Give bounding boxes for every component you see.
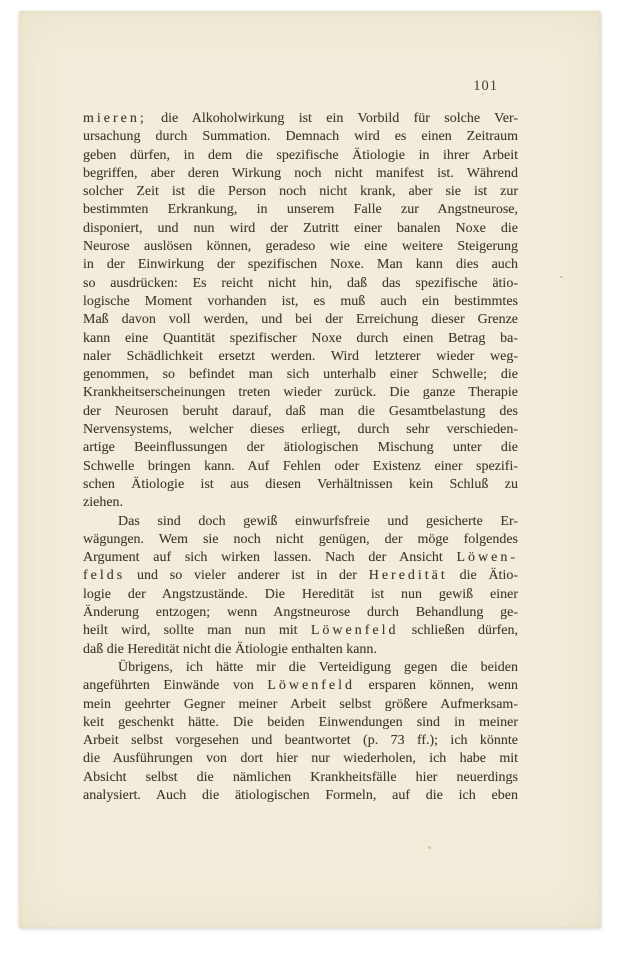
text-line: Absicht selbst die nämlichen Krankheitsfälle hier neuerdings xyxy=(83,769,518,785)
text-line: Das sind doch gewiß einwurfsfreie und gesicherte Er- xyxy=(118,513,518,529)
text-line: mieren; die Alkoholwirkung ist ein Vorbild für solche Ver- xyxy=(83,111,518,126)
letterspaced-text: felds xyxy=(83,568,126,584)
text-line: solcher Zeit ist die Person noch nicht krank, aber sie ist zur xyxy=(83,184,518,200)
letterspaced-text: Löwenfeld xyxy=(267,678,356,694)
text-line: logie der Angstzustände. Die Heredität ist nun gewiß einer xyxy=(83,586,518,602)
paper-speck xyxy=(482,93,484,95)
text-line: ursachung durch Summation. Demnach wird es einen Zeitraum xyxy=(83,129,518,145)
text-line: Krankheitserscheinungen treten wieder zurück. Die ganze Therapie xyxy=(83,385,518,401)
text-line: genommen, so befindet man sich unterhalb einer Schwelle; die xyxy=(83,367,518,383)
letterspaced-text: Heredität xyxy=(368,568,448,584)
paper-speck xyxy=(428,846,431,849)
page-text xyxy=(83,110,518,805)
text-line: Arbeit selbst vorgesehen und beantwortet (p. 73 ff.); ich könnte xyxy=(83,733,518,749)
text-line: bestimmten Erkrankung, in unserem Falle zur Angstneurose, xyxy=(83,202,518,218)
letterspaced-text: Löwenfeld xyxy=(310,623,399,639)
text-line: Übrigens, ich hätte mir die Verteidigung gegen die beiden xyxy=(118,659,518,675)
text-line: felds und so vieler anderer ist in der Heredität die Ätio- xyxy=(83,568,518,584)
text-line: kann eine Quantität spezifischer Noxe durch einen Betrag ba- xyxy=(83,330,518,346)
text-line: artige Beeinflussungen der ätiologischen Mischung unter die xyxy=(83,440,518,456)
text-line: Schwelle bringen kann. Auf Fehlen oder Existenz einer spezifi- xyxy=(83,458,518,474)
text-line: keit geschenkt hätte. Die beiden Einwendungen sind in meiner xyxy=(83,714,518,730)
text-line: schen Ätiologie ist aus diesen Verhältnissen kein Schluß zu xyxy=(83,476,518,492)
text-line: Neurose auslösen können, geradeso wie eine weitere Steigerung xyxy=(83,239,518,255)
text-line: heilt wird, sollte man nun mit Löwenfeld schließen dürfen, xyxy=(83,623,518,639)
paper-speck xyxy=(560,276,563,278)
text-line: daß die Heredität nicht die Ätiologie enthalten kann. xyxy=(83,641,377,657)
text-line: so ausdrücken: Es reicht nicht hin, daß das spezifische ätio- xyxy=(83,275,518,291)
text-line: naler Schädlichkeit ersetzt werden. Wird letzterer wieder weg- xyxy=(83,348,518,364)
text-line: geben dürfen, in dem die spezifische Ätiologie in ihrer Arbeit xyxy=(83,147,518,163)
text-line: ziehen. xyxy=(83,495,124,511)
letterspaced-text: mieren; xyxy=(83,111,147,126)
text-line: die Ausführungen von dort hier nur wiederholen, ich habe mit xyxy=(83,751,518,767)
text-line: analysiert. Auch die ätiologischen Formeln, auf die ich eben xyxy=(83,787,518,803)
text-line: begriffen, aber deren Wirkung noch nicht manifest ist. Während xyxy=(83,165,518,181)
letterspaced-text: Löwen- xyxy=(456,550,518,566)
text-line: in der Einwirkung der spezifischen Noxe. Man kann dies auch xyxy=(83,257,518,273)
text-line: Änderung entzogen; wenn Angstneurose durch Behandlung ge- xyxy=(83,605,518,621)
text-line: mein geehrter Gegner meiner Arbeit selbst größere Aufmerksam- xyxy=(83,696,518,712)
text-line: der Neurosen beruht darauf, daß man die Gesamtbelastung des xyxy=(83,403,518,419)
text-line: Argument auf sich wirken lassen. Nach der Ansicht Löwen- xyxy=(83,550,518,566)
text-line: Maß davon voll werden, und bei der Erreichung dieser Grenze xyxy=(83,312,518,328)
text-line: wägungen. Wem sie noch nicht genügen, der möge folgendes xyxy=(83,531,518,547)
text-line: logische Moment vorhanden ist, es muß auch ein bestimmtes xyxy=(83,293,518,309)
text-line: disponiert, und nun wird der Zutritt einer banalen Noxe die xyxy=(83,220,518,236)
page-number: 101 xyxy=(473,78,498,94)
text-line: angeführten Einwände von Löwenfeld ersparen können, wenn xyxy=(83,678,518,694)
text-line: Nervensystems, welcher dieses erliegt, durch sehr verschieden- xyxy=(83,422,518,438)
book-page xyxy=(19,11,601,928)
